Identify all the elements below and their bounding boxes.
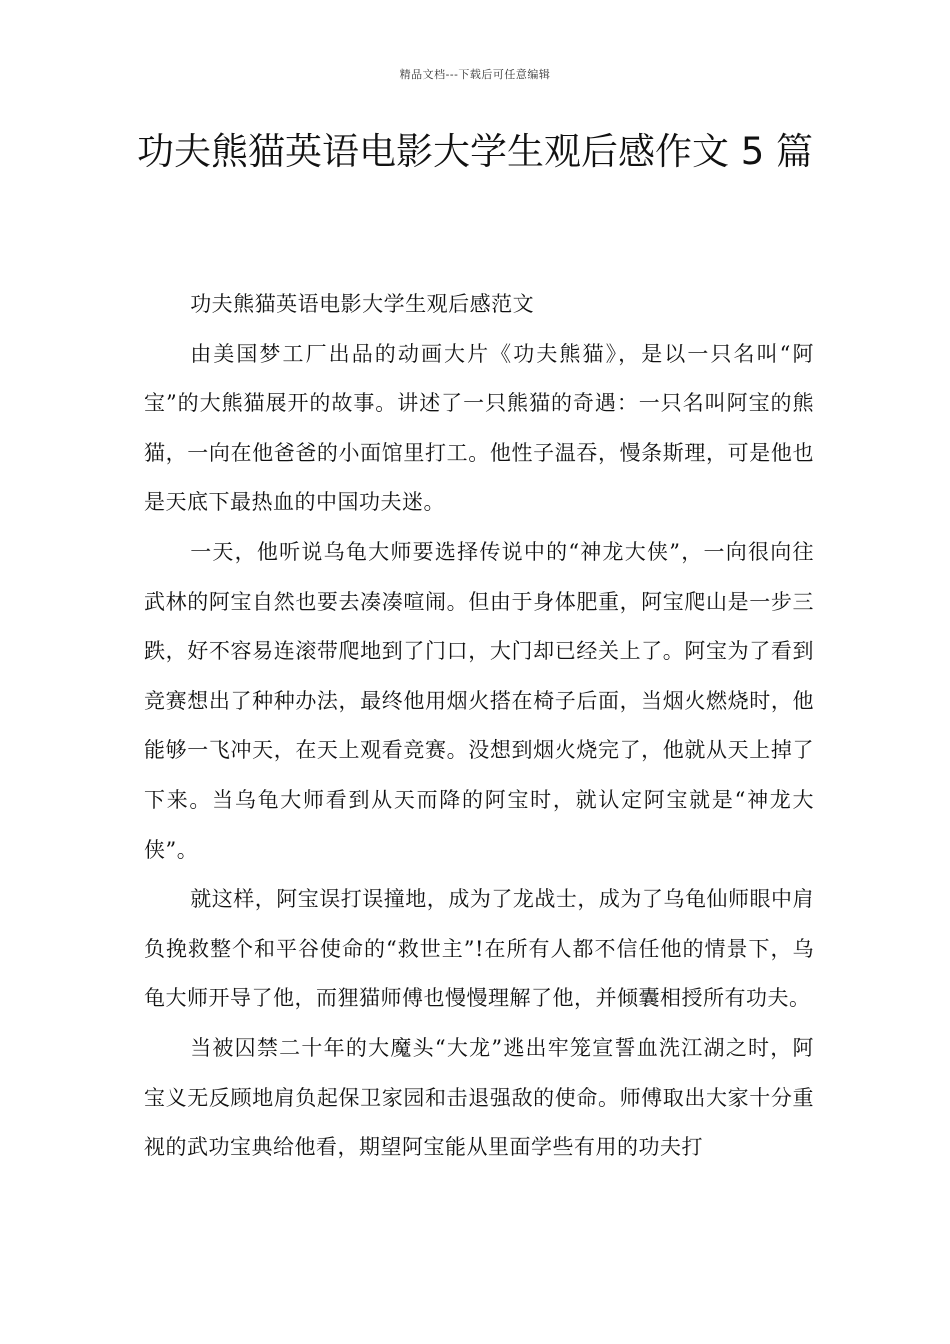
paragraph: 一天，他听说乌龟大师要选择传说中的“神龙大侠”，一向很向往武林的阿宝自然也要去凑凑喧闹。但由于身体肥重，阿宝爬山是一步三跌，好不容易连滚带爬地到了门口，大门却已经关上了。阿宝为了看到竞赛想出了种种办法，最终他用烟火搭在椅子后面，当烟火燃烧时，他能够一飞冲天，在天上观看竞赛。没想到烟火烧完了，他就从天上掉了下来。当乌龟大师看到从天而降的阿宝时，就认定阿宝就是“神龙大侠”。 xyxy=(144,539,814,862)
paragraph: 当被囚禁二十年的大魔头“大龙”逃出牢笼宣誓血洗江湖之时，阿宝义无反顾地肩负起保卫家园和击退强敌的使命。师傅取出大家十分重视的武功宝典给他看，期望阿宝能从里面学些有用的功夫打 xyxy=(144,1035,814,1160)
document-title: 功夫熊猫英语电影大学生观后感作文 5 篇 xyxy=(136,130,814,173)
header-note: 精品文档---下载后可任意编辑 xyxy=(399,68,551,81)
paragraph: 就这样，阿宝误打误撞地，成为了龙战士，成为了乌龟仙师眼中肩负挽救整个和平谷使命的“救世主”!在所有人都不信任他的情景下，乌龟大师开导了他，而狸猫师傅也慢慢理解了他，并倾囊相授所有功夫。 xyxy=(144,887,814,1011)
paragraph: 由美国梦工厂出品的动画大片《功夫熊猫》，是以一只名叫“阿宝”的大熊猫展开的故事。讲述了一只熊猫的奇遇：一只名叫阿宝的熊猫，一向在他爸爸的小面馆里打工。他性子温吞，慢条斯理，可是他也是天底下最热血的中国功夫迷。 xyxy=(144,341,814,515)
document-body xyxy=(144,280,814,1173)
paragraph-subtitle: 功夫熊猫英语电影大学生观后感范文 xyxy=(190,292,535,316)
